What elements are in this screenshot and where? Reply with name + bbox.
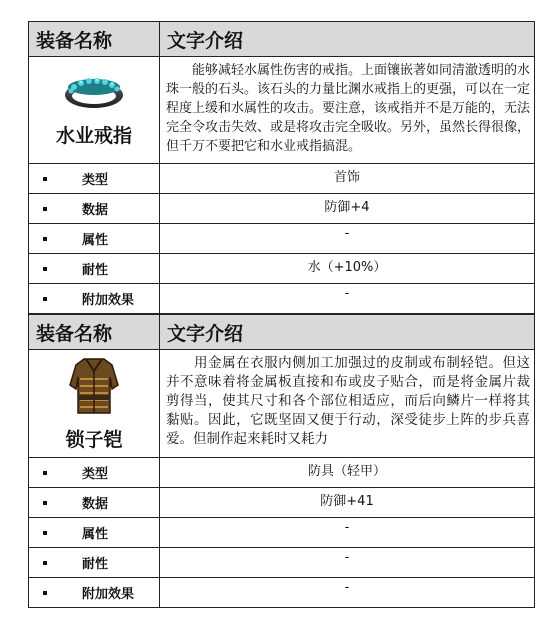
ring-icon [62, 73, 126, 113]
attribute-row [29, 254, 535, 284]
equipment-table-ring [28, 21, 535, 314]
attribute-value: - [160, 548, 535, 578]
header-equipment-name: 装备名称 [29, 315, 160, 350]
bullet-icon [43, 267, 47, 271]
attribute-value: 防御+4 [160, 194, 535, 224]
attribute-label: 耐性 [82, 557, 109, 572]
bullet-icon [43, 207, 47, 211]
attribute-value: 防御+41 [160, 488, 535, 518]
attribute-value: - [160, 518, 535, 548]
attribute-value: - [160, 224, 535, 254]
table-header [29, 315, 535, 350]
attribute-row [29, 518, 535, 548]
attribute-row [29, 164, 535, 194]
bullet-icon [43, 177, 47, 181]
item-name: 水业戒指 [55, 124, 132, 147]
attribute-label: 附加效果 [82, 293, 135, 308]
attribute-row [29, 458, 535, 488]
item-name-cell [29, 350, 160, 458]
bullet-icon [43, 471, 47, 475]
attribute-label: 附加效果 [82, 587, 135, 602]
armor-icon [66, 355, 122, 417]
bullet-icon [43, 501, 47, 505]
attribute-label: 数据 [82, 497, 109, 512]
attribute-label: 类型 [82, 173, 109, 188]
attribute-row [29, 488, 535, 518]
header-description: 文字介绍 [160, 315, 535, 350]
attribute-value: 防具（轻甲） [160, 458, 535, 488]
attribute-value: - [160, 578, 535, 608]
bullet-icon [43, 561, 47, 565]
attribute-value: 水（+10%） [160, 254, 535, 284]
item-row [29, 57, 535, 164]
bullet-icon [43, 297, 47, 301]
attribute-value: 首饰 [160, 164, 535, 194]
header-description: 文字介绍 [160, 22, 535, 57]
attribute-label: 属性 [82, 233, 109, 248]
item-name-cell [29, 57, 160, 164]
attribute-label: 属性 [82, 527, 109, 542]
attribute-label: 数据 [82, 203, 109, 218]
equipment-table-armor [28, 314, 535, 608]
attribute-label: 类型 [82, 467, 109, 482]
item-description: 用金属在衣服内侧加工加强过的皮制或布制轻铠。但这并不意味着将金属板直接和布或皮子贴合，而是将金属片裁剪得当，使其尺寸和各个部位相适应，而后向鳞片一样将其黏贴。因此，它既坚固又便于行动，深受徒步上阵的步兵喜爱。但制作起来耗时又耗力 [160, 350, 535, 458]
item-name: 锁子铠 [65, 429, 123, 451]
bullet-icon [43, 531, 47, 535]
item-description: 能够减轻水属性伤害的戒指。上面镶嵌著如同清澈透明的水珠一般的石头。该石头的力量比渊水戒指上的更强，可以在一定程度上缓和水属性的攻击。要注意，该戒指并不是万能的，无法完全令攻击失效、或是将攻击完全吸收。另外，虽然长得很像，但千万不要把它和水业戒指搞混。 [160, 57, 535, 164]
attribute-row [29, 548, 535, 578]
attribute-row [29, 224, 535, 254]
item-row [29, 350, 535, 458]
attribute-row [29, 578, 535, 608]
attribute-row [29, 284, 535, 314]
header-equipment-name: 装备名称 [29, 22, 160, 57]
attribute-value: - [160, 284, 535, 314]
attribute-row [29, 194, 535, 224]
bullet-icon [43, 591, 47, 595]
attribute-label: 耐性 [82, 263, 109, 278]
bullet-icon [43, 237, 47, 241]
table-header [29, 22, 535, 57]
